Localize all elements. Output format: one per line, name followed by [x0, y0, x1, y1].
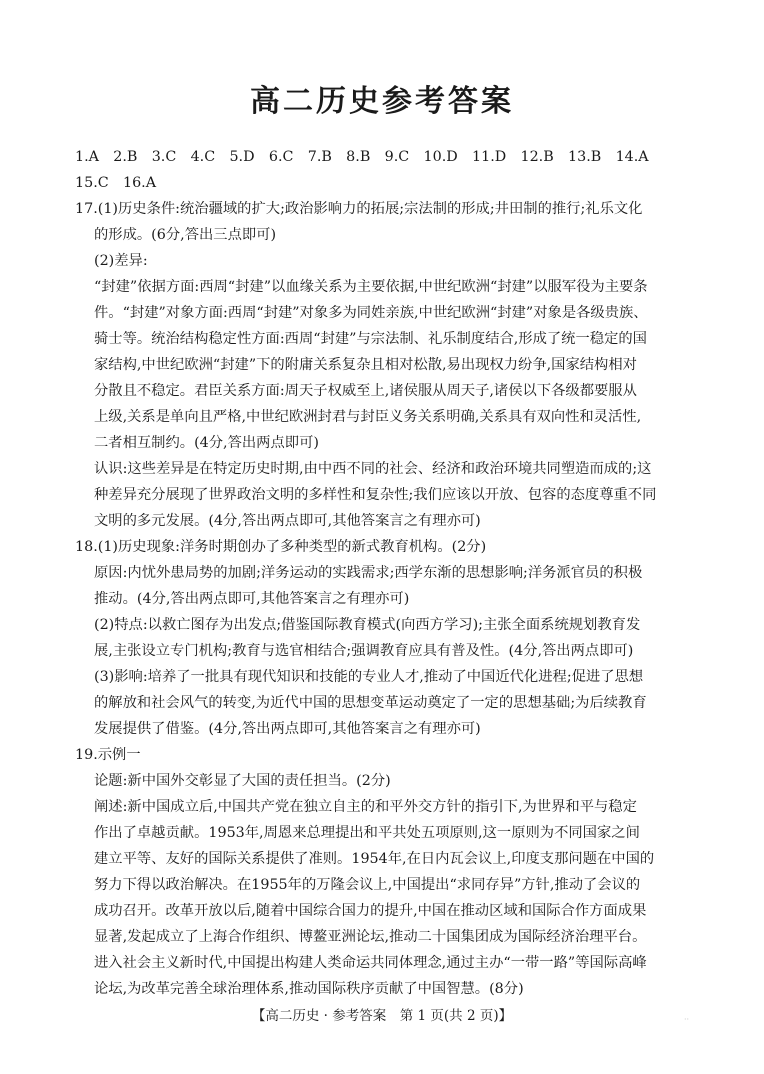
text-line: 17.(1)历史条件:统治疆域的扩大;政治影响力的拓展;宗法制的形成;井田制的推行;礼乐文化 [75, 201, 643, 217]
text-line: 展,主张设立专门机构;教育与选官相结合;强调教育应具有普及性。(4分,答出两点即可) [94, 643, 634, 659]
text-line: “封建”依据方面:西周“封建”以血缘关系为主要依据,中世纪欧洲“封建”以服军役为主要条 [94, 279, 648, 295]
page-footer: 【高二历史 · 参考答案 第 1 页(共 2 页)】 [251, 1008, 513, 1024]
text-line: 努力下得以政治解决。在1955年的万隆会议上,中国提出“求同存异”方针,推动了会议的 [94, 877, 641, 893]
text-line: 推动。(4分,答出两点即可,其他答案言之有理亦可) [94, 591, 410, 607]
text-line: 1.A 2.B 3.C 4.C 5.D 6.C 7.B 8.B 9.C 10.D 11.D 12.B 13.B 14.A [75, 149, 649, 165]
text-line: 15.C 16.A [75, 175, 157, 191]
text-line: 19.示例一 [75, 747, 141, 763]
text-line: (2)差异: [94, 253, 148, 269]
document-title: 高二历史参考答案 [250, 84, 514, 119]
text-line: 分散且不稳定。君臣关系方面:周天子权威至上,诸侯服从周天子,诸侯以下各级都要服从 [94, 383, 637, 399]
text-line: 的解放和社会风气的转变,为近代中国的思想变革运动奠定了一定的思想基础;为后续教育 [94, 695, 647, 711]
corner-mark: ·· [684, 1015, 690, 1024]
text-line: (2)特点:以救亡图存为出发点;借鉴国际教育模式(向西方学习);主张全面系统规划教育发 [94, 617, 641, 633]
text-line: 18.(1)历史现象:洋务时期创办了多种类型的新式教育机构。(2分) [75, 539, 487, 555]
text-line: 骑士等。统治结构稳定性方面:西周“封建”与宗法制、礼乐制度结合,形成了统一稳定的国 [94, 331, 647, 347]
text-line: 成功召开。改革开放以后,随着中国综合国力的提升,中国在推动区域和国际合作方面成果 [94, 903, 647, 919]
text-line: 家结构,中世纪欧洲“封建”下的附庸关系复杂且相对松散,易出现权力纷争,国家结构相对 [94, 357, 637, 373]
text-line: 上级,关系是单向且严格,中世纪欧洲封君与封臣义务关系明确,关系具有双向性和灵活性, [94, 409, 642, 425]
text-line: 认识:这些差异是在特定历史时期,由中西不同的社会、经济和政治环境共同塑造而成的;这 [94, 461, 652, 477]
text-line: 作出了卓越贡献。1953年,周恩来总理提出和平共处五项原则,这一原则为不同国家之间 [94, 825, 640, 841]
text-line: 文明的多元发展。(4分,答出两点即可,其他答案言之有理亦可) [94, 513, 481, 529]
text-line: 论坛,为改革完善全球治理体系,推动国际秩序贡献了中国智慧。(8分) [94, 981, 524, 997]
text-line: 进入社会主义新时代,中国提出构建人类命运共同体理念,通过主办“一带一路”等国际高峰 [94, 955, 647, 971]
text-line: 二者相互制约。(4分,答出两点即可) [94, 435, 319, 451]
text-line: 显著,发起成立了上海合作组织、博鳌亚洲论坛,推动二十国集团成为国际经济治理平台。 [94, 929, 647, 945]
text-line: 发展提供了借鉴。(4分,答出两点即可,其他答案言之有理亦可) [94, 721, 481, 737]
text-line: 论题:新中国外交彰显了大国的责任担当。(2分) [94, 773, 391, 789]
text-line: 种差异充分展现了世界政治文明的多样性和复杂性;我们应该以开放、包容的态度尊重不同 [94, 487, 657, 503]
text-line: 建立平等、友好的国际关系提供了准则。1954年,在日内瓦会议上,印度支那问题在中国的 [94, 851, 655, 867]
answer-body [75, 144, 695, 1002]
text-line: 阐述:新中国成立后,中国共产党在独立自主的和平外交方针的指引下,为世界和平与稳定 [94, 799, 637, 815]
text-line: 件。“封建”对象方面:西周“封建”对象多为同姓亲族,中世纪欧洲“封建”对象是各级贵族、 [94, 305, 648, 321]
text-line: (3)影响:培养了一批具有现代知识和技能的专业人才,推动了中国近代化进程;促进了思想 [94, 669, 644, 685]
text-line: 的形成。(6分,答出三点即可) [94, 227, 277, 243]
text-line: 原因:内忧外患局势的加剧;洋务运动的实践需求;西学东渐的思想影响;洋务派官员的积极 [94, 565, 643, 581]
